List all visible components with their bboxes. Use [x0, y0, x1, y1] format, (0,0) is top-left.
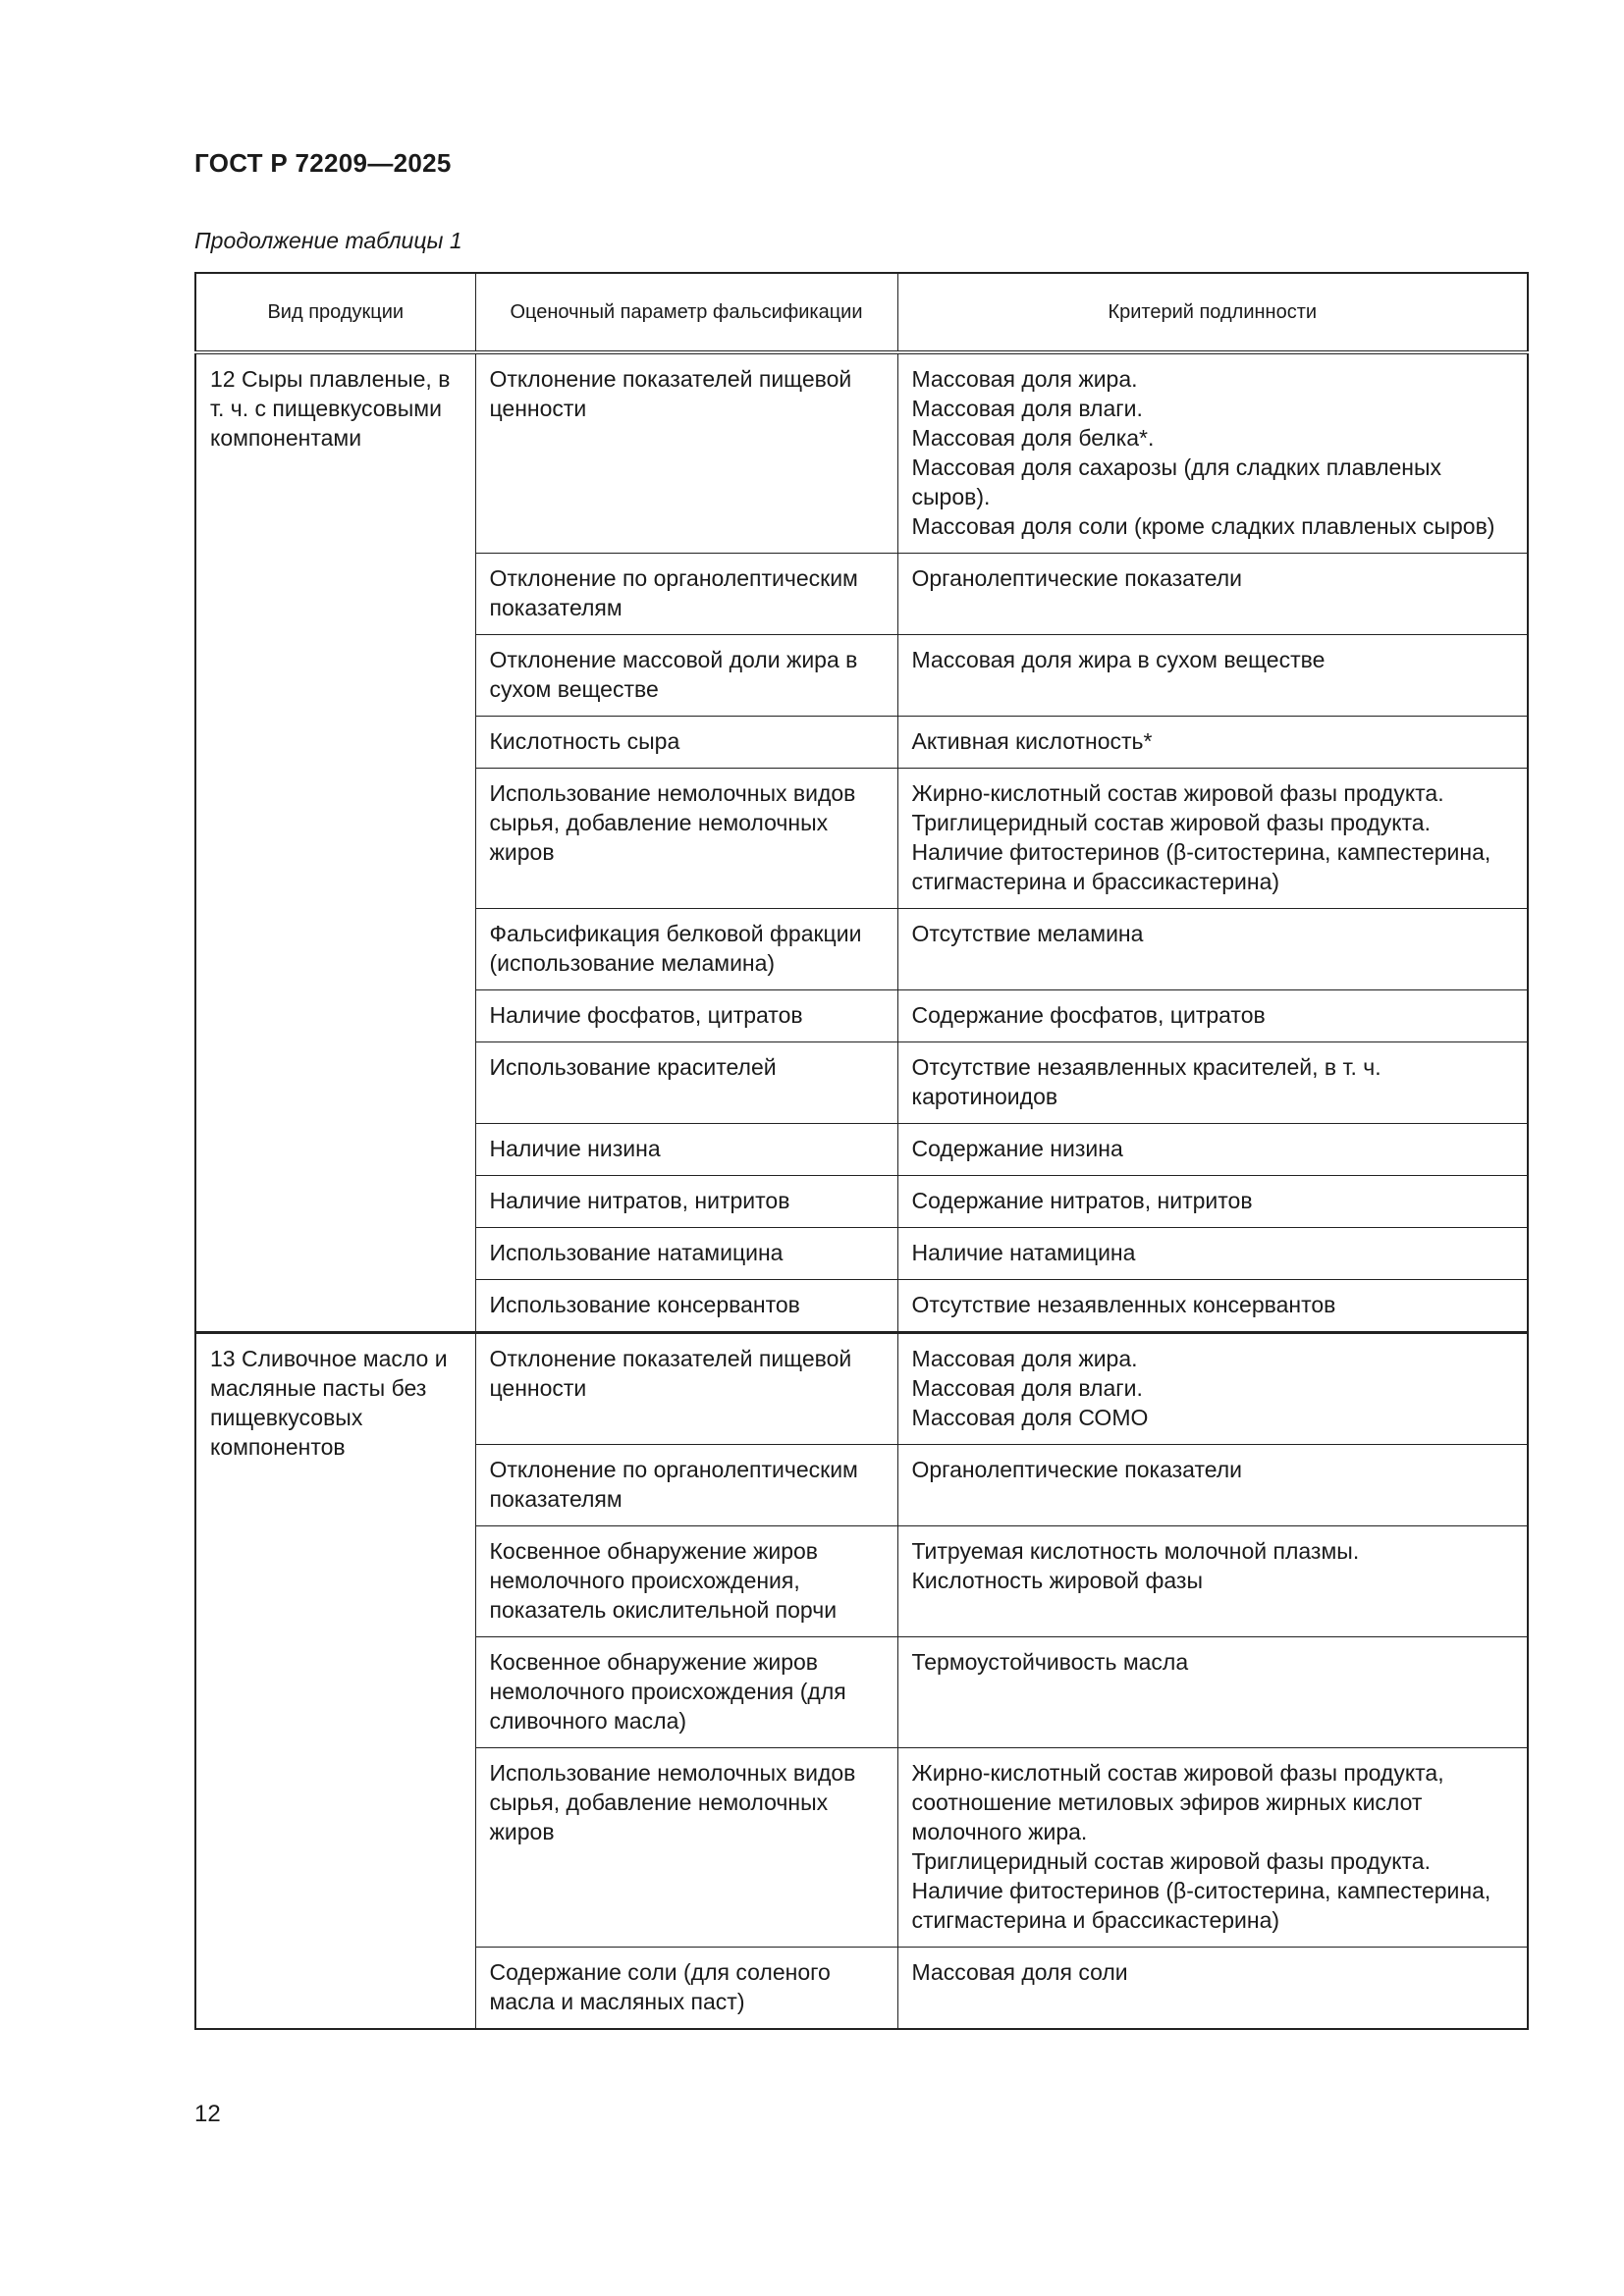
parameter-cell: Отклонение показателей пищевой ценности: [475, 1333, 897, 1445]
criterion-line: Отсутствие незаявленных консервантов: [911, 1292, 1336, 1317]
parameter-cell: Наличие фосфатов, цитратов: [475, 990, 897, 1042]
criterion-cell: [897, 1637, 1528, 1748]
criterion-line: Массовая доля сахарозы (для сладких плавленых сыров).: [911, 454, 1442, 509]
criterion-line: Триглицеридный состав жировой фазы продукта.: [911, 810, 1431, 835]
criterion-cell: [897, 1445, 1528, 1526]
parameter-cell: Косвенное обнаружение жиров немолочного происхождения (для сливочного масла): [475, 1637, 897, 1748]
table-row: [195, 352, 1528, 554]
criterion-line: Массовая доля жира в сухом веществе: [911, 647, 1326, 672]
criterion-cell: [897, 1748, 1528, 1948]
criterion-line: Содержание нитратов, нитритов: [911, 1188, 1253, 1213]
criterion-cell: [897, 1526, 1528, 1637]
parameter-cell: Использование немолочных видов сырья, добавление немолочных жиров: [475, 1748, 897, 1948]
criterion-cell: [897, 352, 1528, 554]
column-header-product: Вид продукции: [195, 273, 475, 352]
parameter-cell: Использование немолочных видов сырья, добавление немолочных жиров: [475, 769, 897, 909]
parameter-cell: Использование консервантов: [475, 1280, 897, 1333]
criterion-line: Содержание фосфатов, цитратов: [911, 1002, 1266, 1028]
criterion-line: Отсутствие незаявленных красителей, в т. ч. каротиноидов: [911, 1054, 1381, 1109]
parameter-cell: Отклонение массовой доли жира в сухом веществе: [475, 635, 897, 717]
criterion-line: Активная кислотность*: [911, 728, 1153, 754]
document-title: ГОСТ Р 72209—2025: [194, 148, 452, 178]
criterion-line: Термоустойчивость масла: [911, 1649, 1189, 1675]
criterion-cell: [897, 554, 1528, 635]
criterion-cell: [897, 1333, 1528, 1445]
criterion-line: Массовая доля СОМО: [911, 1405, 1149, 1430]
criterion-line: Массовая доля влаги.: [911, 396, 1143, 421]
parameter-cell: Содержание соли (для соленого масла и масляных паст): [475, 1948, 897, 2030]
criterion-line: Массовая доля жира.: [911, 1346, 1138, 1371]
table-row: [195, 1333, 1528, 1445]
criterion-line: Органолептические показатели: [911, 565, 1243, 591]
falsification-table: [194, 272, 1529, 2030]
parameter-cell: Использование красителей: [475, 1042, 897, 1124]
parameter-cell: Наличие нитратов, нитритов: [475, 1176, 897, 1228]
criterion-line: Триглицеридный состав жировой фазы продукта.: [911, 1848, 1431, 1874]
criterion-cell: [897, 1228, 1528, 1280]
criterion-line: Массовая доля влаги.: [911, 1375, 1143, 1401]
parameter-cell: Отклонение по органолептическим показателям: [475, 1445, 897, 1526]
parameter-cell: Наличие низина: [475, 1124, 897, 1176]
product-type-cell: 12 Сыры плавленые, в т. ч. с пищевкусовыми компонентами: [195, 352, 475, 1333]
parameter-cell: Косвенное обнаружение жиров немолочного происхождения, показатель окислительной порчи: [475, 1526, 897, 1637]
criterion-line: Массовая доля белка*.: [911, 425, 1155, 451]
table-body: [195, 352, 1528, 2029]
criterion-line: Содержание низина: [911, 1136, 1123, 1161]
criterion-line: Наличие фитостеринов (β-ситостерина, кампестерина, стигмастерина и брассикастерина): [911, 1878, 1491, 1933]
column-header-parameter: Оценочный параметр фальсификации: [475, 273, 897, 352]
page-number: 12: [194, 2101, 221, 2127]
parameter-cell: Отклонение показателей пищевой ценности: [475, 352, 897, 554]
parameter-cell: Использование натамицина: [475, 1228, 897, 1280]
criterion-cell: [897, 769, 1528, 909]
criterion-cell: [897, 1948, 1528, 2030]
parameter-cell: Отклонение по органолептическим показателям: [475, 554, 897, 635]
criterion-cell: [897, 635, 1528, 717]
criterion-line: Жирно-кислотный состав жировой фазы продукта.: [911, 780, 1444, 806]
criterion-cell: [897, 1280, 1528, 1333]
criterion-line: Органолептические показатели: [911, 1457, 1243, 1482]
parameter-cell: Фальсификация белковой фракции (использование меламина): [475, 909, 897, 990]
criterion-line: Кислотность жировой фазы: [911, 1568, 1203, 1593]
criterion-line: Массовая доля соли: [911, 1959, 1128, 1985]
criterion-line: Титруемая кислотность молочной плазмы.: [911, 1538, 1360, 1564]
criterion-cell: [897, 1176, 1528, 1228]
parameter-cell: Кислотность сыра: [475, 717, 897, 769]
table-caption: Продолжение таблицы 1: [194, 228, 462, 253]
criterion-line: Наличие фитостеринов (β-ситостерина, кампестерина, стигмастерина и брассикастерина): [911, 839, 1491, 894]
criterion-line: Массовая доля соли (кроме сладких плавленых сыров): [911, 513, 1495, 539]
criterion-line: Массовая доля жира.: [911, 366, 1138, 392]
table-header-row: [195, 273, 1528, 352]
criterion-line: Наличие натамицина: [911, 1240, 1136, 1265]
column-header-criterion: Критерий подлинности: [897, 273, 1528, 352]
criterion-line: Отсутствие меламина: [911, 921, 1144, 946]
criterion-line: Жирно-кислотный состав жировой фазы продукта, соотношение метиловых эфиров жирных кислот молочного жира.: [911, 1760, 1444, 1844]
criterion-cell: [897, 717, 1528, 769]
product-type-cell: 13 Сливочное масло и масляные пасты без пищевкусовых компонентов: [195, 1333, 475, 2030]
criterion-cell: [897, 909, 1528, 990]
criterion-cell: [897, 990, 1528, 1042]
criterion-cell: [897, 1042, 1528, 1124]
criterion-cell: [897, 1124, 1528, 1176]
